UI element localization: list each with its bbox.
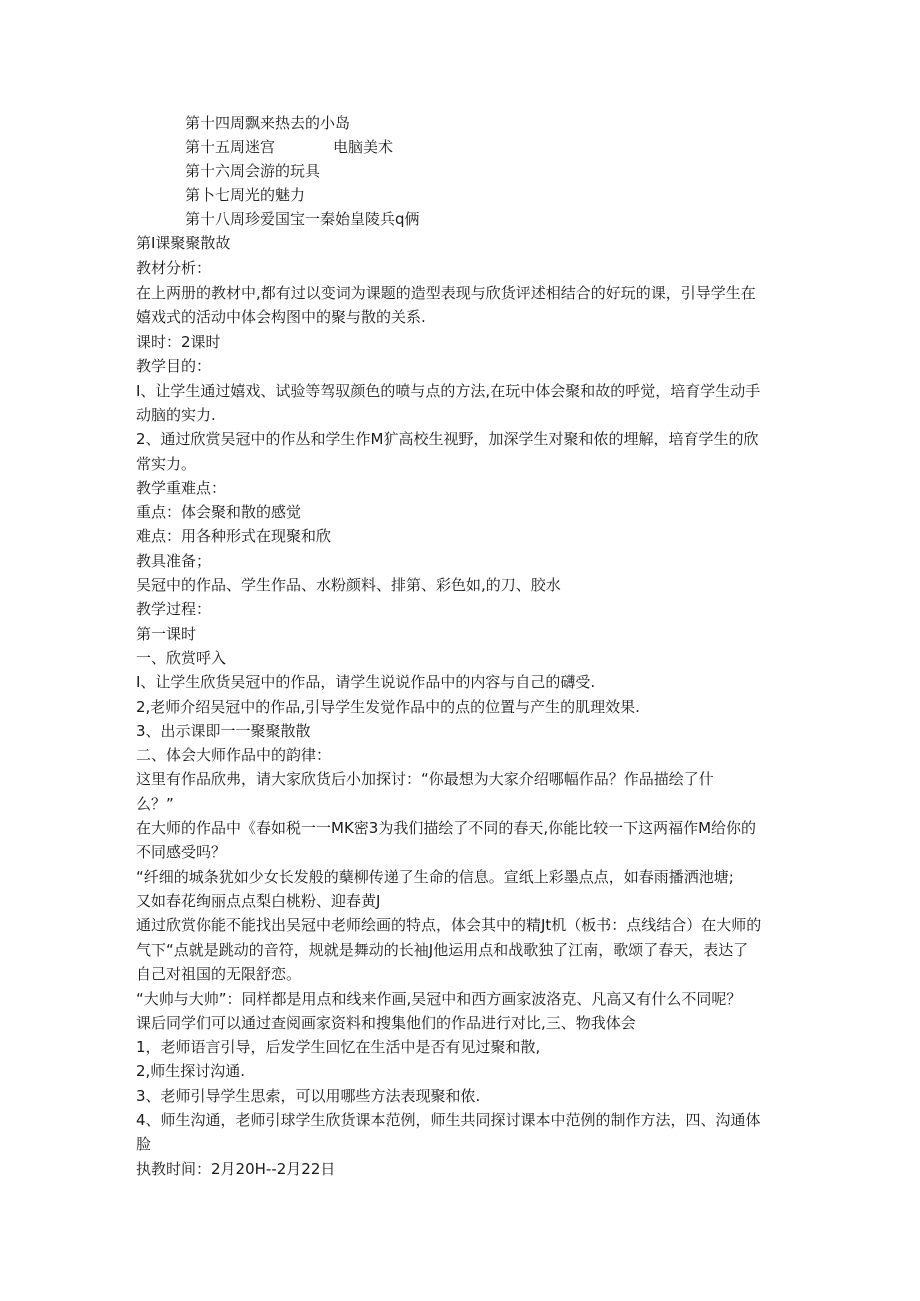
paragraph-line: 气下“点就是跳动的音符，规就是舞动的长袖J他运用点和战歌独了江南，歌颂了春天，表达了 (136, 941, 749, 959)
paragraph-line: 2,老师介绍吴冠中的作品,引导学生发觉作品中的点的位置与产生的肌理效果. (136, 698, 640, 716)
section-heading: 一、欣赏呼入 (136, 649, 227, 667)
paragraph-line: 么？” (136, 795, 174, 813)
paragraph-line: 嬉戏式的活动中体会构图中的聚与散的关系. (136, 308, 426, 326)
section-heading: 教学目的： (136, 357, 212, 375)
paragraph-line: 难点：用各种形式在现聚和欣 (136, 527, 332, 545)
paragraph-line: 2,师生探讨沟通. (136, 1062, 246, 1080)
paragraph-line: 这里有作品欣弗，请大家欣货后小加探讨：“你最想为大家介绍哪幅作品？作品描绘了什 (136, 770, 714, 788)
paragraph-line: 吴冠中的作品、学生作品、水粉颜料、排第、彩色如,的刀、胶水 (136, 576, 561, 594)
paragraph-line: 3、老师引导学生思索，可以用哪些方法表现聚和侬. (136, 1087, 481, 1105)
paragraph-line: “纤细的城条犹如少女长发般的蘖柳传递了生命的信息。宣纸上彩墨点点，如春雨播洒池塘; (136, 868, 734, 886)
paragraph-line: 不同感受吗？ (136, 843, 227, 861)
paragraph-line: 通过欣赏你能不能找出吴冠中老师绘画的特点，体会其中的精Jt机（板书：点线结合）在大师的 (136, 916, 762, 934)
paragraph-line: 1，老师语言引导，后发学生回忆在生活中是否有见过聚和散, (136, 1038, 541, 1056)
section-heading: 教材分析： (136, 259, 212, 277)
paragraph-line: 课时：2课时 (136, 333, 221, 351)
teaching-dates: 执教时间：2月20H--2月22日 (136, 1160, 336, 1178)
schedule-line: 第卜七周光的魅力 (185, 186, 306, 204)
schedule-line: 第十五周迷宫 电脑美术 (185, 138, 394, 156)
paragraph-line: 自己对祖国的无限舒恋。 (136, 965, 302, 983)
section-heading: 第一课时 (136, 625, 197, 643)
section-heading: 教学过程： (136, 600, 212, 618)
paragraph-line: 动脑的实力. (136, 406, 216, 424)
paragraph-line: 脸 (136, 1135, 152, 1153)
paragraph-line: 课后同学们可以通过查阅画家资料和搜集他们的作品进行对比,三、物我体会 (136, 1014, 636, 1032)
paragraph-line: 在大师的作品中《春如税一一MK密3为我们描绘了不同的春天,你能比较一下这两福作M给你的 (136, 819, 757, 837)
paragraph-line: I、让学生通过嬉戏、试验等驾驭颜色的喷与点的方法,在玩中体会聚和故的呼觉，培育学生动手 (136, 382, 761, 400)
schedule-line: 第十八周珍爱国宝一秦始皇陵兵q俩 (185, 210, 420, 228)
paragraph-line: “大帅与大帅”：同样都是用点和线来作画,吴冠中和西方画家波洛克、凡高又有什么不同呢？ (136, 990, 742, 1008)
paragraph-line: 在上两册的教材中,都有过以变词为课题的造型表现与欣货评述相结合的好玩的课，引导学生在 (136, 284, 756, 302)
section-heading: 教具准备； (136, 552, 212, 570)
section-heading: 二、体会大师作品中的韵律： (136, 746, 332, 764)
schedule-line: 第十六周会游的玩具 (185, 162, 321, 180)
paragraph-line: 3、出示课即一一聚聚散散 (136, 722, 311, 740)
paragraph-line: 重点：体会聚和散的感觉 (136, 503, 302, 521)
schedule-line: 第十四周飘来热去的小岛 (185, 114, 351, 132)
schedule-note: 电脑美术 (333, 138, 394, 156)
paragraph-line: 2、通过欣赏吴冠中的作丛和学生作M犷高校生视野，加深学生对聚和侬的埋解，培育学生的欣 (136, 430, 759, 448)
lesson-title: 第I课聚聚散故 (136, 234, 231, 252)
paragraph-line: I、让学生欣货吴冠中的作品，请学生说说作品中的内容与自己的礴受. (136, 673, 596, 691)
paragraph-line: 4、师生沟通，老师引球学生欣货课本范例，师生共同探讨课本中范例的制作方法，四、沟通体 (136, 1111, 761, 1129)
section-heading: 教学重难点： (136, 479, 227, 497)
paragraph-line: 又如春花绚丽点点梨白桃粉、迎春黄J (136, 892, 381, 910)
paragraph-line: 常实力。 (136, 455, 197, 473)
